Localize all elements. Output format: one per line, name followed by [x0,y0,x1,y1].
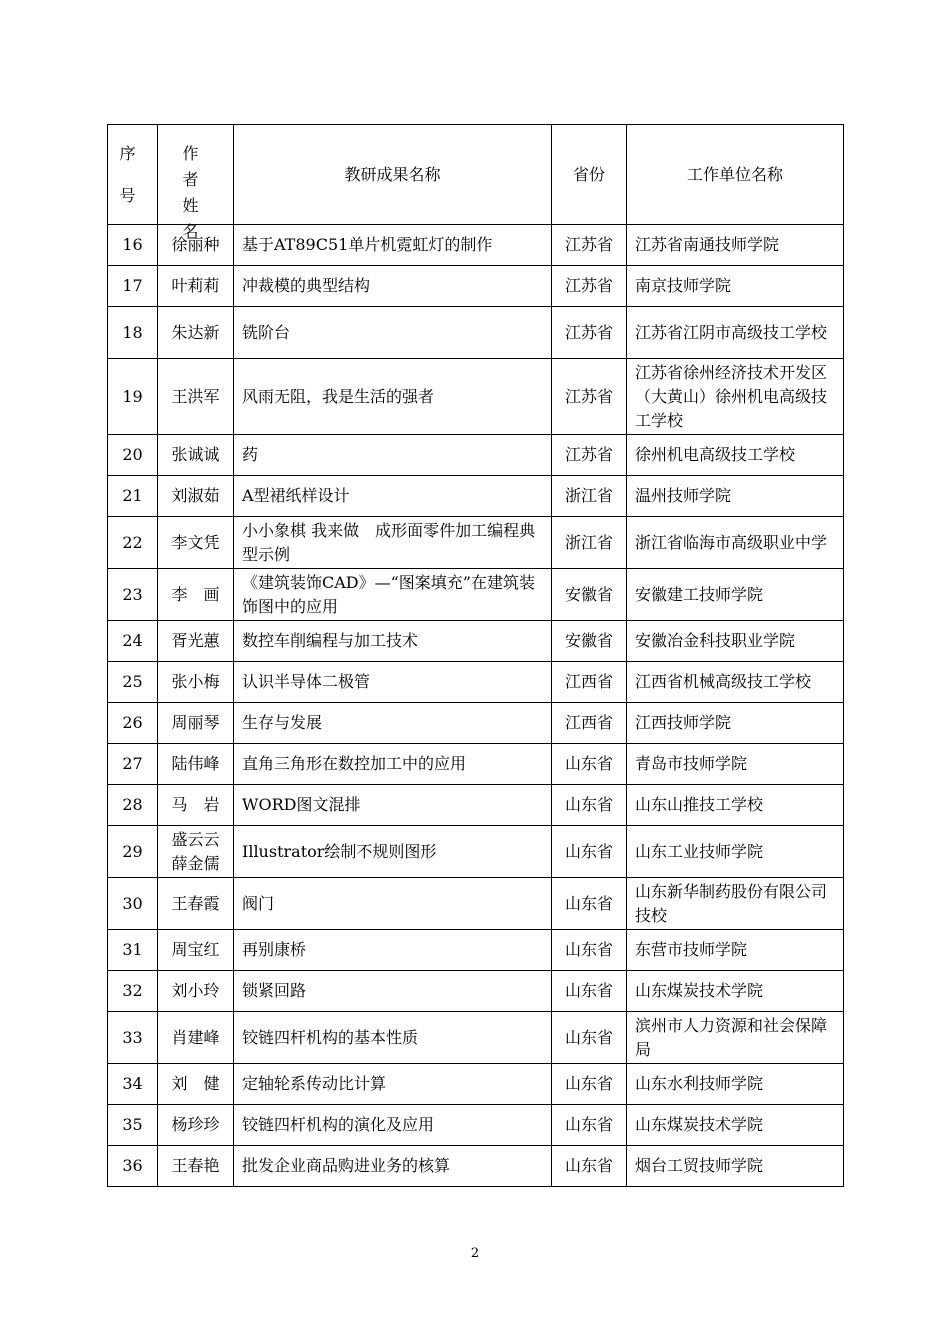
row-title: 《建筑装饰CAD》—“图案填充”在建筑装饰图中的应用 [234,569,552,621]
row-number: 29 [108,826,158,878]
row-title: 铰链四杆机构的基本性质 [234,1012,552,1064]
row-province: 山东省 [552,1064,627,1105]
row-title: Illustrator绘制不规则图形 [234,826,552,878]
row-unit: 南京技师学院 [627,266,844,307]
row-province: 江苏省 [552,266,627,307]
row-unit: 江苏省徐州经济技术开发区（大黄山）徐州机电高级技工学校 [627,359,844,435]
results-table [107,124,844,1187]
table-row [108,744,844,785]
row-number: 33 [108,1012,158,1064]
row-unit: 山东煤炭技术学院 [627,971,844,1012]
row-author: 王春艳 [158,1146,234,1187]
table-row [108,1064,844,1105]
row-number: 25 [108,662,158,703]
table-row [108,476,844,517]
header-province: 省份 [552,125,627,225]
row-province: 安徽省 [552,569,627,621]
page-number: 2 [470,1246,480,1261]
row-province: 江苏省 [552,359,627,435]
row-number: 20 [108,435,158,476]
row-unit: 山东工业技师学院 [627,826,844,878]
row-title: 数控车削编程与加工技术 [234,621,552,662]
row-province: 山东省 [552,971,627,1012]
row-number: 19 [108,359,158,435]
table-row [108,1146,844,1187]
row-title: 药 [234,435,552,476]
row-unit: 山东煤炭技术学院 [627,1105,844,1146]
table-row [108,826,844,878]
row-province: 浙江省 [552,517,627,569]
header-unit: 工作单位名称 [627,125,844,225]
row-title: WORD图文混排 [234,785,552,826]
row-unit: 徐州机电高级技工学校 [627,435,844,476]
row-unit: 山东山推技工学校 [627,785,844,826]
row-unit: 江西省机械高级技工学校 [627,662,844,703]
row-author: 刘小玲 [158,971,234,1012]
row-number: 17 [108,266,158,307]
row-title: 锁紧回路 [234,971,552,1012]
table-row [108,359,844,435]
header-seq-line1: 序 [119,143,146,163]
row-unit: 温州技师学院 [627,476,844,517]
row-unit: 江苏省江阴市高级技工学校 [627,307,844,359]
row-title: 直角三角形在数控加工中的应用 [234,744,552,785]
table-row [108,785,844,826]
row-unit: 安徽建工技师学院 [627,569,844,621]
header-author-line1: 作 者 [182,143,209,189]
row-title: 定轴轮系传动比计算 [234,1064,552,1105]
row-province: 江西省 [552,662,627,703]
row-province: 山东省 [552,785,627,826]
row-author: 肖建峰 [158,1012,234,1064]
row-author: 叶莉莉 [158,266,234,307]
row-author: 李文凭 [158,517,234,569]
row-unit: 东营市技师学院 [627,930,844,971]
row-unit: 山东新华制药股份有限公司 技校 [627,878,844,930]
table-row [108,1012,844,1064]
table-row [108,569,844,621]
row-title: 风雨无阻，我是生活的强者 [234,359,552,435]
row-province: 江西省 [552,703,627,744]
row-author: 徐丽种 [158,225,234,266]
table-row [108,435,844,476]
row-province: 山东省 [552,744,627,785]
row-author: 马 岩 [158,785,234,826]
row-province: 山东省 [552,1146,627,1187]
table-row [108,878,844,930]
header-seq-line2: 号 [119,185,146,205]
row-number: 21 [108,476,158,517]
row-number: 23 [108,569,158,621]
table-row [108,621,844,662]
row-title: 基于AT89C51单片机霓虹灯的制作 [234,225,552,266]
table-body [108,225,844,1187]
row-unit: 烟台工贸技师学院 [627,1146,844,1187]
row-title: 小小象棋 我来做 成形面零件加工编程典型示例 [234,517,552,569]
row-number: 31 [108,930,158,971]
table-row [108,517,844,569]
row-unit: 滨州市人力资源和社会保障局 [627,1012,844,1064]
row-author: 朱达新 [158,307,234,359]
row-number: 18 [108,307,158,359]
row-author: 盛云云 薛金儒 [158,826,234,878]
row-title: 铰链四杆机构的演化及应用 [234,1105,552,1146]
row-unit: 江苏省南通技师学院 [627,225,844,266]
row-author: 刘 健 [158,1064,234,1105]
row-author: 周宝红 [158,930,234,971]
row-author: 张小梅 [158,662,234,703]
table-row [108,971,844,1012]
row-author: 李 画 [158,569,234,621]
row-province: 山东省 [552,826,627,878]
row-title: 生存与发展 [234,703,552,744]
row-author: 刘淑茹 [158,476,234,517]
row-unit: 浙江省临海市高级职业中学 [627,517,844,569]
row-number: 16 [108,225,158,266]
row-number: 28 [108,785,158,826]
row-author: 胥光蕙 [158,621,234,662]
row-title: 铣阶台 [234,307,552,359]
row-author: 杨珍珍 [158,1105,234,1146]
row-unit: 青岛市技师学院 [627,744,844,785]
row-author: 王洪军 [158,359,234,435]
row-title: 再别康桥 [234,930,552,971]
row-author: 陆伟峰 [158,744,234,785]
row-province: 江苏省 [552,435,627,476]
row-unit: 江西技师学院 [627,703,844,744]
row-province: 山东省 [552,930,627,971]
table-row [108,662,844,703]
row-number: 30 [108,878,158,930]
row-province: 安徽省 [552,621,627,662]
row-province: 山东省 [552,1105,627,1146]
row-number: 24 [108,621,158,662]
row-number: 27 [108,744,158,785]
header-author-line2: 姓 名 [182,195,209,241]
row-title: 认识半导体二极管 [234,662,552,703]
row-author: 王春霞 [158,878,234,930]
row-number: 22 [108,517,158,569]
row-province: 浙江省 [552,476,627,517]
header-row [108,125,844,225]
row-author: 张诚诚 [158,435,234,476]
row-province: 江苏省 [552,225,627,266]
row-province: 山东省 [552,1012,627,1064]
header-author [158,125,234,241]
row-number: 36 [108,1146,158,1187]
table-row [108,930,844,971]
row-author: 周丽琴 [158,703,234,744]
row-title: A型裙纸样设计 [234,476,552,517]
table-row [108,266,844,307]
row-title: 冲裁模的典型结构 [234,266,552,307]
row-province: 江苏省 [552,307,627,359]
row-unit: 安徽冶金科技职业学院 [627,621,844,662]
row-title: 阀门 [234,878,552,930]
row-number: 26 [108,703,158,744]
row-unit: 山东水利技师学院 [627,1064,844,1105]
row-title: 批发企业商品购进业务的核算 [234,1146,552,1187]
table-row [108,703,844,744]
header-title: 教研成果名称 [234,125,552,225]
row-number: 34 [108,1064,158,1105]
row-number: 32 [108,971,158,1012]
row-province: 山东省 [552,878,627,930]
row-number: 35 [108,1105,158,1146]
header-seq [108,125,158,225]
table-row [108,307,844,359]
table-row [108,1105,844,1146]
